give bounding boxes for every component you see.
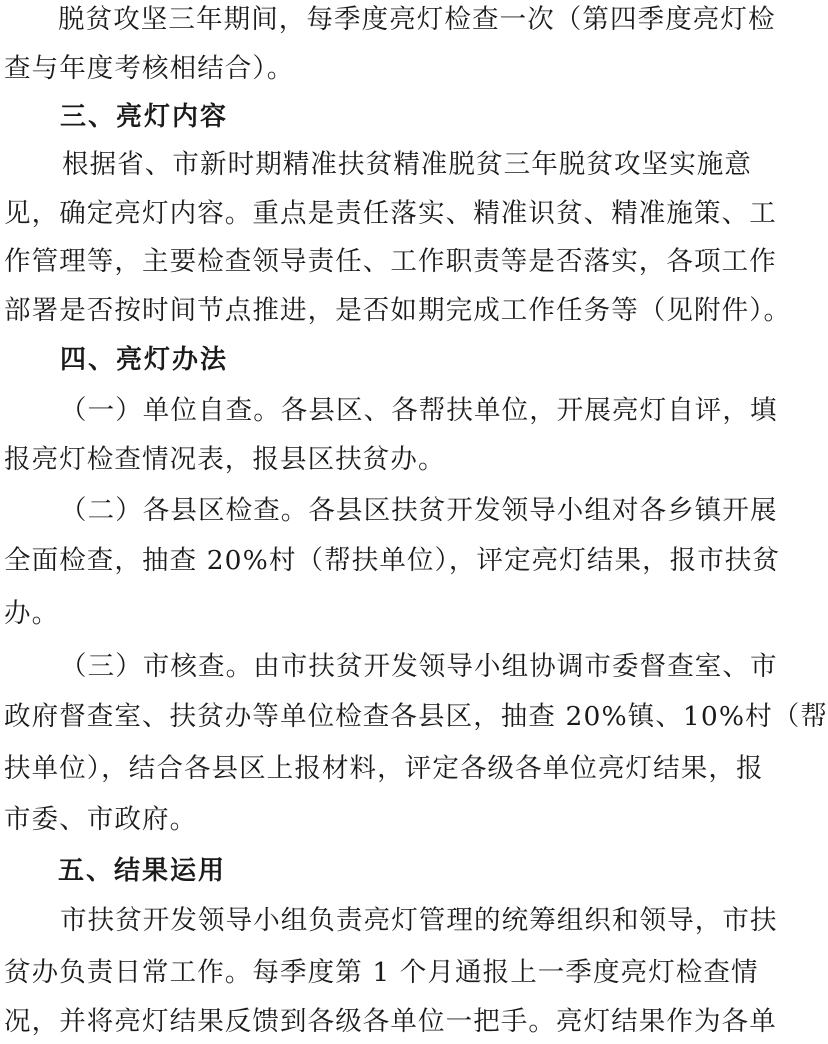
paragraph-line: 政府督查室、扶贫办等单位检查各县区，抽查 20%镇、10%村（帮 xyxy=(4,701,828,732)
paragraph-line: 根据省、市新时期精准扶贫精准脱贫三年脱贫攻坚实施意 xyxy=(62,149,752,180)
paragraph-line: （二）各县区检查。各县区扶贫开发领导小组对各乡镇开展 xyxy=(60,495,778,526)
paragraph-line: 见，确定亮灯内容。重点是责任落实、精准识贫、精准施策、工 xyxy=(4,198,777,229)
section-heading: 三、亮灯内容 xyxy=(60,102,229,132)
paragraph-line: 市扶贫开发领导小组负责亮灯管理的统筹组织和领导，市扶 xyxy=(60,905,778,936)
paragraph-line: 部署是否按时间节点推进，是否如期完成工作任务等（见附件）。 xyxy=(4,295,792,326)
paragraph-line: 报亮灯检查情况表，报县区扶贫办。 xyxy=(4,444,446,475)
section-heading: 五、结果运用 xyxy=(58,856,227,886)
paragraph-line: 办。 xyxy=(4,598,60,629)
paragraph-line: 贫办负责日常工作。每季度第 1 个月通报上一季度亮灯检查情 xyxy=(4,957,759,988)
paragraph-line: （一）单位自查。各县区、各帮扶单位，开展亮灯自评，填 xyxy=(60,395,778,426)
paragraph-line: 况，并将亮灯结果反馈到各级各单位一把手。亮灯结果作为各单 xyxy=(4,1006,777,1037)
paragraph-line: 市委、市政府。 xyxy=(4,804,198,835)
section-heading: 四、亮灯办法 xyxy=(60,345,229,375)
paragraph-line: 脱贫攻坚三年期间，每季度亮灯检查一次（第四季度亮灯检 xyxy=(58,4,776,35)
paragraph-line: （三）市核查。由市扶贫开发领导小组协调市委督查室、市 xyxy=(60,651,778,682)
paragraph-line: 扶单位），结合各县区上报材料，评定各级各单位亮灯结果，报 xyxy=(4,753,764,784)
paragraph-line: 查与年度考核相结合）。 xyxy=(4,53,295,84)
paragraph-line: 全面检查，抽查 20%村（帮扶单位），评定亮灯结果，报市扶贫 xyxy=(4,545,781,576)
paragraph-line: 作管理等，主要检查领导责任、工作职责等是否落实，各项工作 xyxy=(4,246,777,277)
